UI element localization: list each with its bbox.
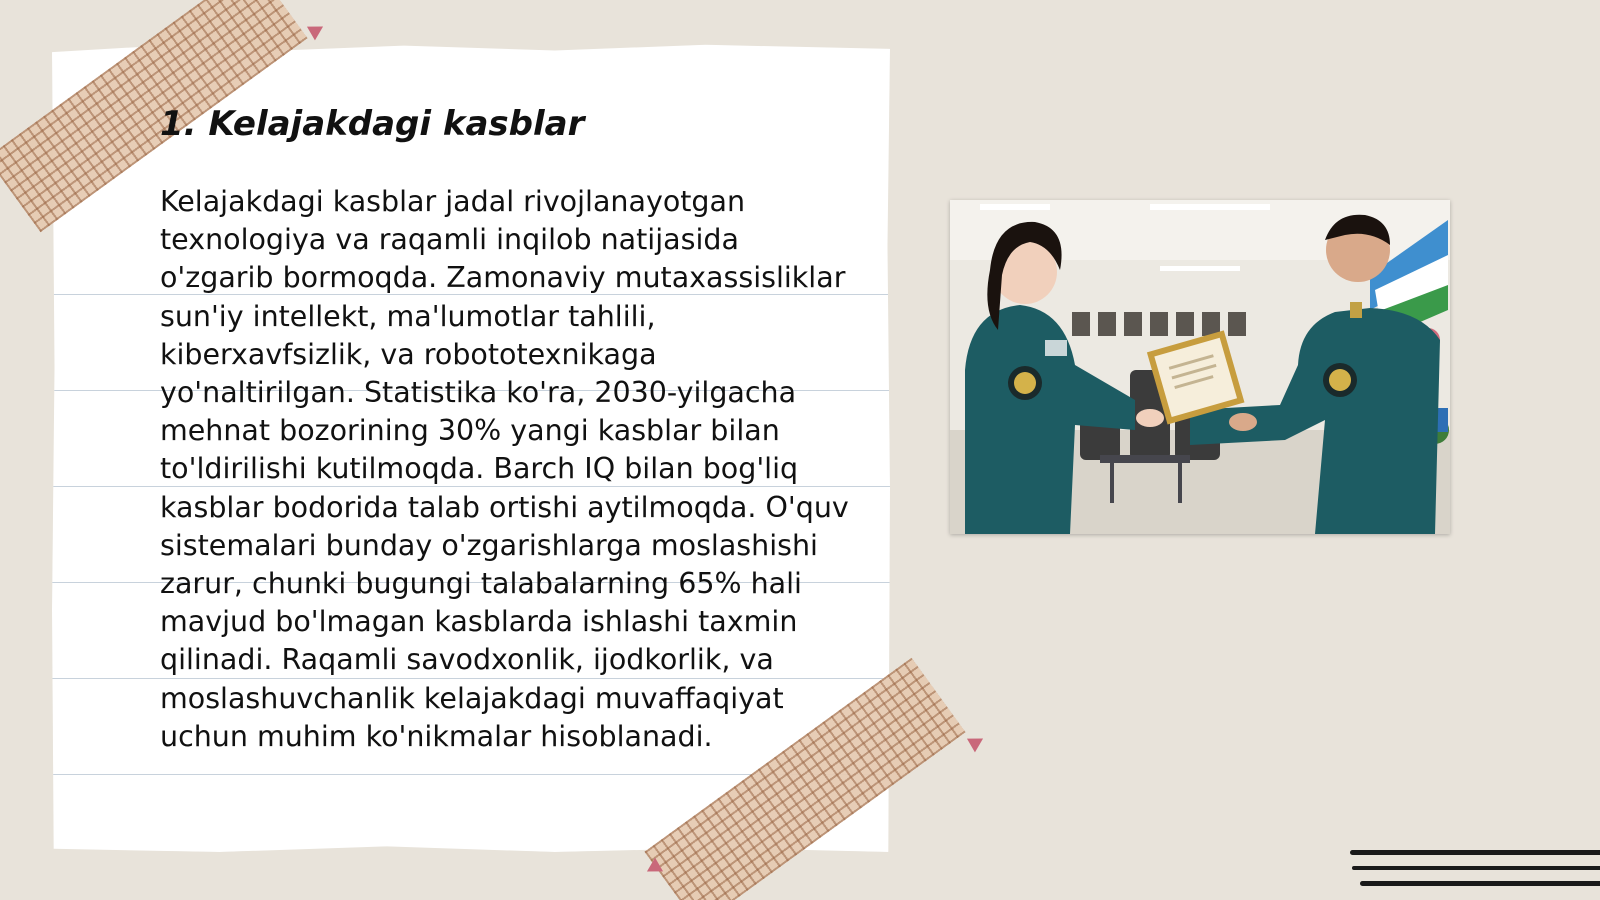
marker-stroke-decoration xyxy=(1360,881,1600,886)
tape-tip-decoration xyxy=(967,732,987,753)
tape-tip-decoration xyxy=(307,20,327,41)
slide-title: 1. Kelajakdagi kasblar xyxy=(160,104,585,144)
slide-body-text: Kelajakdagi kasblar jadal rivojlanayotgan texnologiya va raqamli inqilob natijasida o'zgarib bormoqda. Zamonaviy mutaxassisliklar sun'iy intellekt, ma'lumotlar tahlili, kiberxavfsizlik, va robototexnikaga yo'naltirilgan. Statistika ko'ra, 2030-yilgacha mehnat bozorining 30% yangi kasblar bilan to'ldirilishi kutilmoqda. Barch IQ bilan bog'liq kasblar bodorida talab ortishi aytilmoqda. O'quv sistemalari bunday o'zgarishlarga moslashishi zarur, chunki bugungi talabalarning 65% hali mavjud bo'lmagan kasblarda ishlashi taxmin qilinadi. Raqamli savodxonlik, ijodkorlik, va moslashuvchanlik kelajakdagi muvaffaqiyat uchun muhim ko'nikmalar hisoblanadi. xyxy=(160,185,849,753)
marker-stroke-decoration xyxy=(1350,850,1600,855)
photo-illustration xyxy=(950,200,1450,534)
marker-stroke-decoration xyxy=(1352,866,1600,870)
award-photo xyxy=(950,200,1450,534)
